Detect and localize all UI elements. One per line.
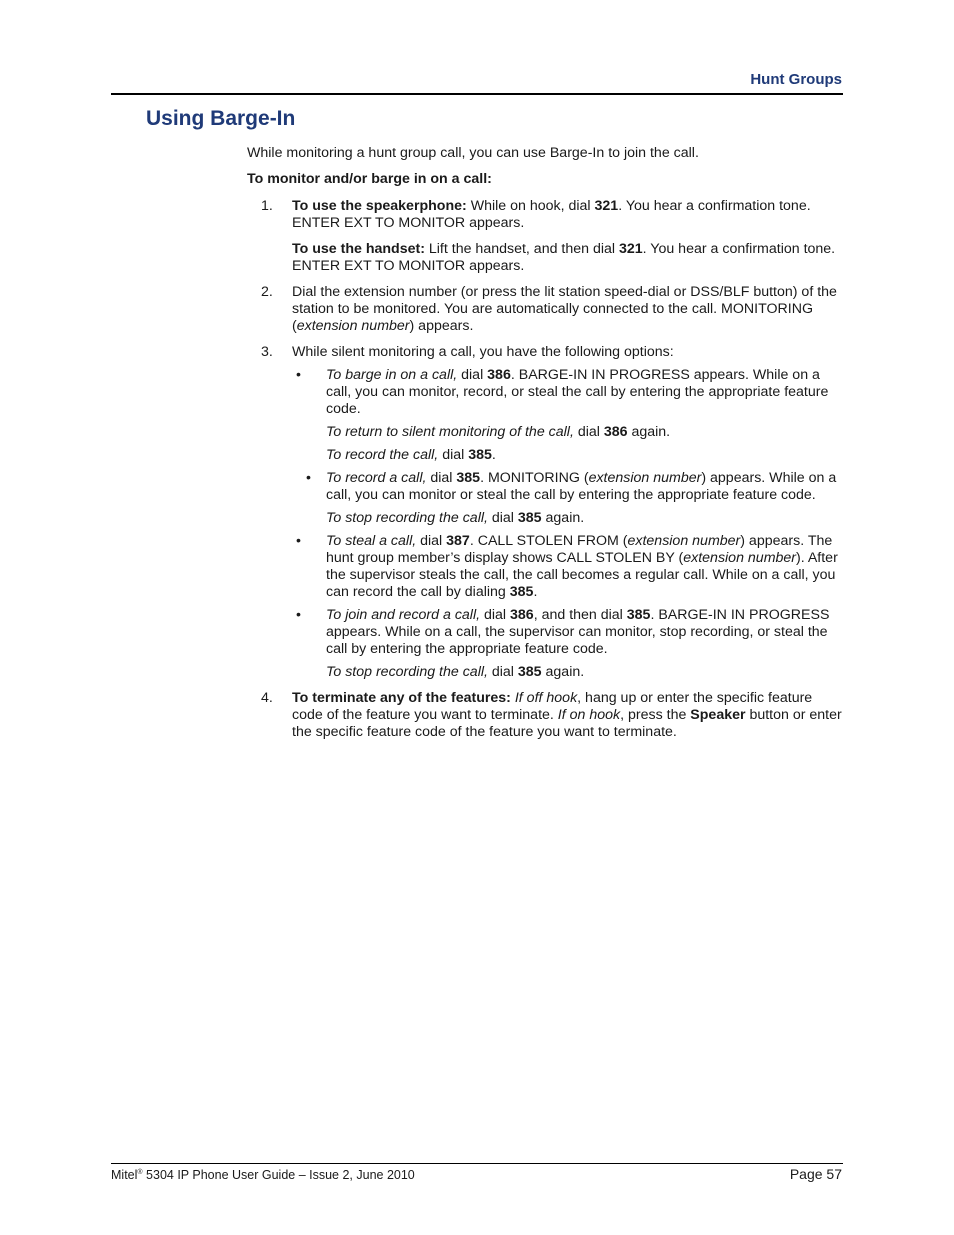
emphasis: To stop recording the call, (326, 510, 488, 526)
text-run: dial (426, 470, 457, 486)
speakerphone-instruction (292, 198, 842, 232)
step-number: 4. (261, 690, 273, 706)
emphasis: extension number (627, 533, 741, 549)
text-run: . You hear a confirmation tone. ENTER EXT TO MONITOR appears. (292, 241, 836, 274)
emphasis: If on hook (557, 707, 621, 723)
footer-rule (111, 1163, 843, 1164)
emphasis: extension number (588, 470, 702, 486)
feature-code: 385 (456, 470, 481, 486)
text-run: . BARGE-IN IN PROGRESS appears. While on a call, the supervisor can monitor, stop recording, or steal the call by entering the appropriate feature code. (326, 607, 830, 657)
step-3 (247, 344, 842, 681)
running-head-section: Hunt Groups (750, 71, 842, 88)
emphasis: extension number (683, 550, 797, 566)
text-run: ) appears. The hunt group member’s display shows CALL STOLEN BY ( (326, 533, 833, 566)
option-text (326, 367, 842, 418)
intro-paragraph: While monitoring a hunt group call, you can use Barge-In to join the call. (247, 145, 699, 161)
feature-code: 385 (509, 584, 534, 600)
emphasis: To steal a call, (326, 533, 417, 549)
body-content (247, 145, 842, 750)
text-run: Dial the extension number (or press the lit station speed-dial or DSS/BLF button) of the station to be monitored. You are automatically connected to the call. MONITORING ( (292, 284, 837, 334)
step-1 (247, 198, 842, 275)
feature-code: 321 (594, 198, 619, 214)
feature-code: 386 (603, 424, 628, 440)
feature-code: 385 (626, 607, 651, 623)
feature-code: 385 (468, 447, 492, 463)
feature-code: 386 (510, 607, 534, 623)
text-run: While on hook, dial (466, 198, 595, 214)
footer-doc-title (111, 1167, 415, 1184)
option-text (326, 470, 842, 504)
feature-code: 321 (619, 241, 643, 257)
dial-extension-instruction (292, 284, 842, 335)
text-run: . BARGE-IN IN PROGRESS appears. While on a call, you can monitor, record, or steal the call by entering the appropriate feature code. (326, 367, 829, 417)
feature-code: 385 (517, 664, 542, 680)
options-intro: While silent monitoring a call, you have the following options: (292, 344, 674, 360)
text-run: . (491, 447, 496, 463)
text-run: . CALL STOLEN FROM ( (469, 533, 628, 549)
bullet-icon: • (306, 470, 311, 486)
option-record (292, 470, 842, 527)
step-lead: To use the speakerphone: (292, 198, 467, 214)
text-run: button or enter the specific feature code of the feature you want to terminate. (292, 707, 842, 740)
text-run: , press the (620, 707, 691, 723)
key-name: Speaker (690, 707, 746, 723)
text-run: again. (541, 664, 585, 680)
text-run: dial (438, 447, 469, 463)
step-lead: To terminate any of the features: (292, 690, 511, 706)
option-join-record (292, 607, 842, 681)
page-title: Using Barge-In (146, 107, 296, 130)
option-steal (292, 533, 842, 601)
emphasis: To barge in on a call, (326, 367, 458, 383)
text-run: . MONITORING ( (480, 470, 589, 486)
text-run: again. (541, 510, 585, 526)
emphasis: To record the call, (326, 447, 439, 463)
option-note (326, 510, 842, 527)
page-number: Page 57 (789, 1166, 842, 1182)
option-note (326, 424, 842, 441)
step-4 (247, 690, 842, 741)
text-run: , hang up or enter the specific feature code of the feature you want to terminate. (292, 690, 813, 723)
emphasis: If off hook (514, 690, 578, 706)
step-number: 3. (261, 344, 273, 360)
brand-name: Mitel (111, 1168, 138, 1182)
terminate-instruction (292, 690, 842, 741)
text-run: dial (457, 367, 488, 383)
text-run: dial (487, 664, 518, 680)
step-lead: To use the handset: (292, 241, 425, 257)
emphasis: To stop recording the call, (326, 664, 488, 680)
bullet-icon: • (296, 607, 301, 623)
feature-code: 385 (517, 510, 542, 526)
emphasis: extension number (296, 318, 410, 334)
option-text (326, 607, 842, 658)
option-note (326, 447, 842, 464)
bullet-icon: • (296, 533, 301, 549)
handset-instruction (292, 241, 842, 275)
text-run: dial (573, 424, 604, 440)
header-rule (111, 93, 843, 95)
procedure-heading: To monitor and/or barge in on a call: (247, 171, 492, 187)
bullet-icon: • (296, 367, 301, 383)
text-run: , and then dial (533, 607, 627, 623)
text-run: ). After the supervisor steals the call, the call becomes a regular call. While on a call, you can record the call by dialing (326, 550, 838, 600)
emphasis: To return to silent monitoring of the call, (326, 424, 574, 440)
option-barge-in (292, 367, 842, 464)
doc-title: 5304 IP Phone User Guide – Issue 2, June 2010 (142, 1168, 415, 1182)
step-number: 1. (261, 198, 273, 214)
step-number: 2. (261, 284, 273, 300)
option-note (326, 664, 842, 681)
registered-mark: ® (137, 1168, 143, 1176)
step-2 (247, 284, 842, 335)
emphasis: To join and record a call, (326, 607, 481, 623)
option-text (326, 533, 842, 601)
text-run: . You hear a confirmation tone. ENTER EXT TO MONITOR appears. (292, 198, 811, 231)
text-run: again. (627, 424, 671, 440)
feature-code: 387 (446, 533, 470, 549)
feature-code: 386 (487, 367, 511, 383)
text-run: Lift the handset, and then dial (424, 241, 619, 257)
text-run: dial (416, 533, 447, 549)
text-run: ) appears. While on a call, you can monitor or steal the call by entering the appropriate feature code. (326, 470, 837, 503)
text-run: dial (480, 607, 511, 623)
emphasis: To record a call, (326, 470, 427, 486)
text-run: dial (487, 510, 518, 526)
text-run: . (533, 584, 538, 600)
text-run: ) appears. (409, 318, 474, 334)
